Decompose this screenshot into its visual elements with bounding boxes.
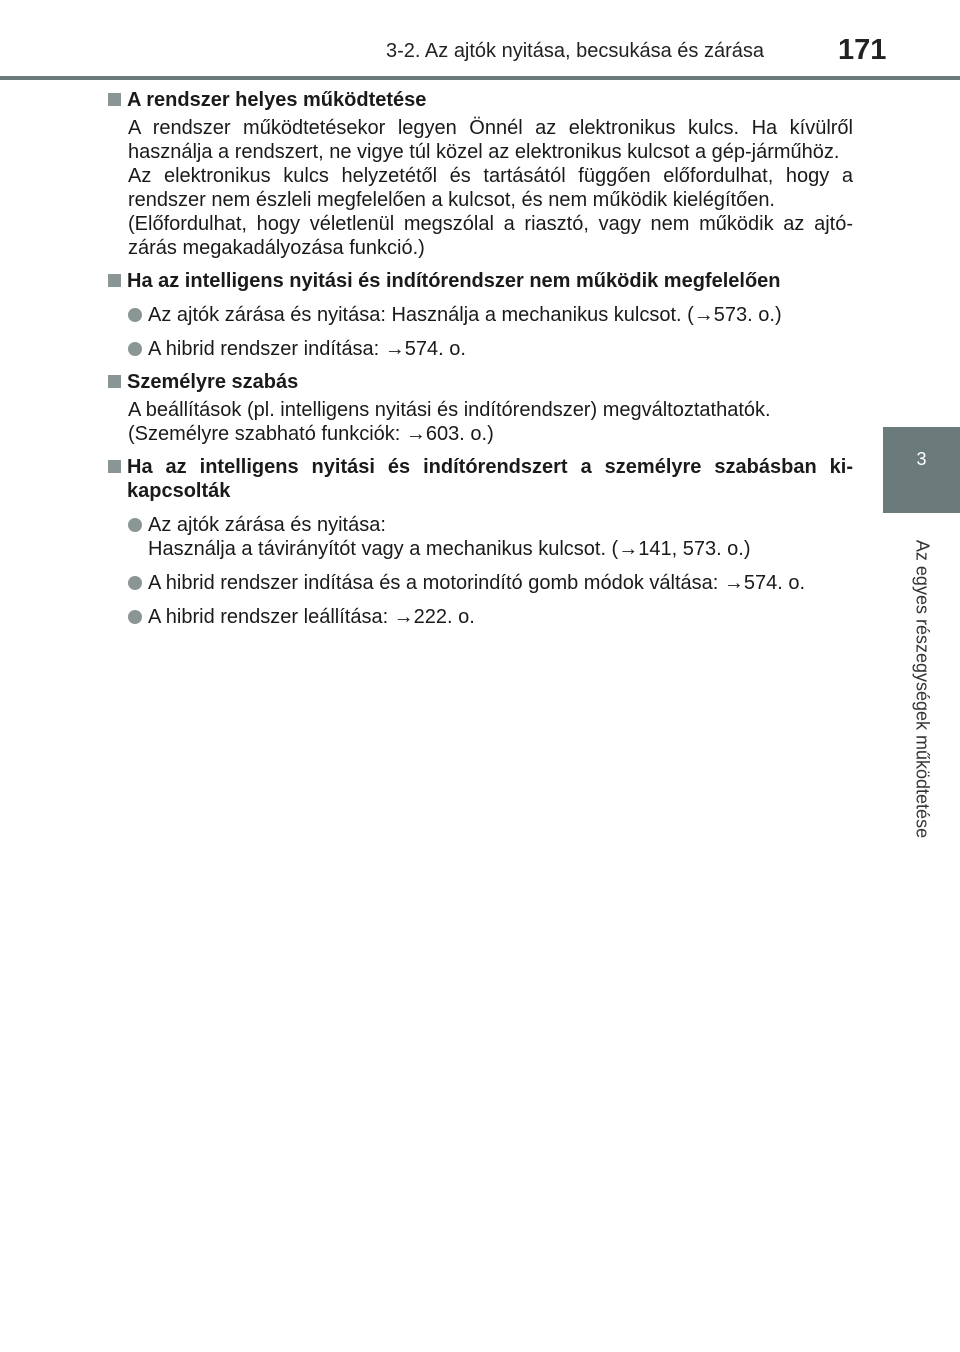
bullet-item bbox=[128, 513, 853, 561]
circle-bullet-icon bbox=[128, 610, 142, 624]
circle-bullet-icon bbox=[128, 576, 142, 590]
section-heading-text: Ha az intelligens nyitási és indítórendszer nem működik megfelelően bbox=[127, 270, 781, 292]
paragraph-line: A rendszer működtetésekor legyen Önnél az elektronikus kulcs. Ha kívülről használja a rendszert, ne vigye túl közel az elektronikus kulcsot a gép-járműhöz. bbox=[128, 117, 853, 163]
bullet-text bbox=[148, 605, 853, 629]
section bbox=[108, 370, 853, 446]
bullet-text bbox=[148, 571, 853, 595]
section-heading-text: Ha az intelligens nyitási és indítórendszert a személyre szabásban ki-kapcsolták bbox=[127, 456, 853, 502]
bullet-line: Az ajtók zárása és nyitása: Használja a mechanikus kulcsot. (→573. o.) bbox=[148, 304, 782, 326]
paragraph bbox=[128, 116, 853, 260]
square-bullet-icon bbox=[108, 460, 121, 473]
section bbox=[108, 88, 853, 260]
side-tab-label-box bbox=[883, 513, 960, 864]
paragraph-line: (Előfordulhat, hogy véletlenül megszólal a riasztó, vagy nem működik az ajtó-zárás megakadályozása funkció.) bbox=[128, 213, 853, 259]
circle-bullet-icon bbox=[128, 308, 142, 322]
section-heading-text: Személyre szabás bbox=[127, 371, 299, 393]
bullet-item bbox=[128, 337, 853, 361]
bullet-line: Az ajtók zárása és nyitása: bbox=[148, 514, 386, 536]
section bbox=[108, 455, 853, 629]
section-heading bbox=[108, 269, 853, 293]
side-tab-chapter bbox=[883, 427, 960, 513]
bullet-text bbox=[148, 337, 853, 361]
bullet-text bbox=[148, 303, 853, 327]
chapter-number: 3 bbox=[916, 449, 927, 469]
paragraph-line: Az elektronikus kulcs helyzetétől és tartásától függően előfordulhat, hogy a rendszer nem észleli megfelelően a kulcsot, és nem működik kielégítően. bbox=[128, 165, 853, 211]
section-heading-text: A rendszer helyes működtetése bbox=[127, 89, 427, 111]
bullet-line: Használja a távirányítót vagy a mechanikus kulcsot. (→141, 573. o.) bbox=[148, 538, 751, 560]
bullet-line: A hibrid rendszer indítása és a motorindító gomb módok váltása: →574. o. bbox=[148, 572, 806, 594]
paragraph-line: A beállítások (pl. intelligens nyitási és indítórendszer) megváltoztathatók. bbox=[128, 399, 771, 421]
square-bullet-icon bbox=[108, 375, 121, 388]
bullet-line: A hibrid rendszer indítása: →574. o. bbox=[148, 338, 466, 360]
bullet-text bbox=[148, 513, 853, 561]
header-rule bbox=[0, 76, 960, 80]
bullet-item bbox=[128, 571, 853, 595]
section-heading bbox=[108, 370, 853, 394]
section-heading bbox=[108, 88, 853, 112]
square-bullet-icon bbox=[108, 274, 121, 287]
content-area bbox=[108, 88, 853, 638]
section-heading bbox=[108, 455, 853, 503]
paragraph bbox=[128, 398, 853, 446]
section bbox=[108, 269, 853, 361]
page-number: 171 bbox=[838, 34, 887, 66]
bullet-item bbox=[128, 303, 853, 327]
header-title: 3-2. Az ajtók nyitása, becsukása és zárása bbox=[386, 40, 764, 62]
bullet-line: A hibrid rendszer leállítása: →222. o. bbox=[148, 606, 475, 628]
square-bullet-icon bbox=[108, 93, 121, 106]
chapter-title: Az egyes részegységek működtetése bbox=[912, 539, 932, 838]
circle-bullet-icon bbox=[128, 518, 142, 532]
circle-bullet-icon bbox=[128, 342, 142, 356]
paragraph-line: (Személyre szabható funkciók: →603. o.) bbox=[128, 423, 494, 445]
bullet-item bbox=[128, 605, 853, 629]
